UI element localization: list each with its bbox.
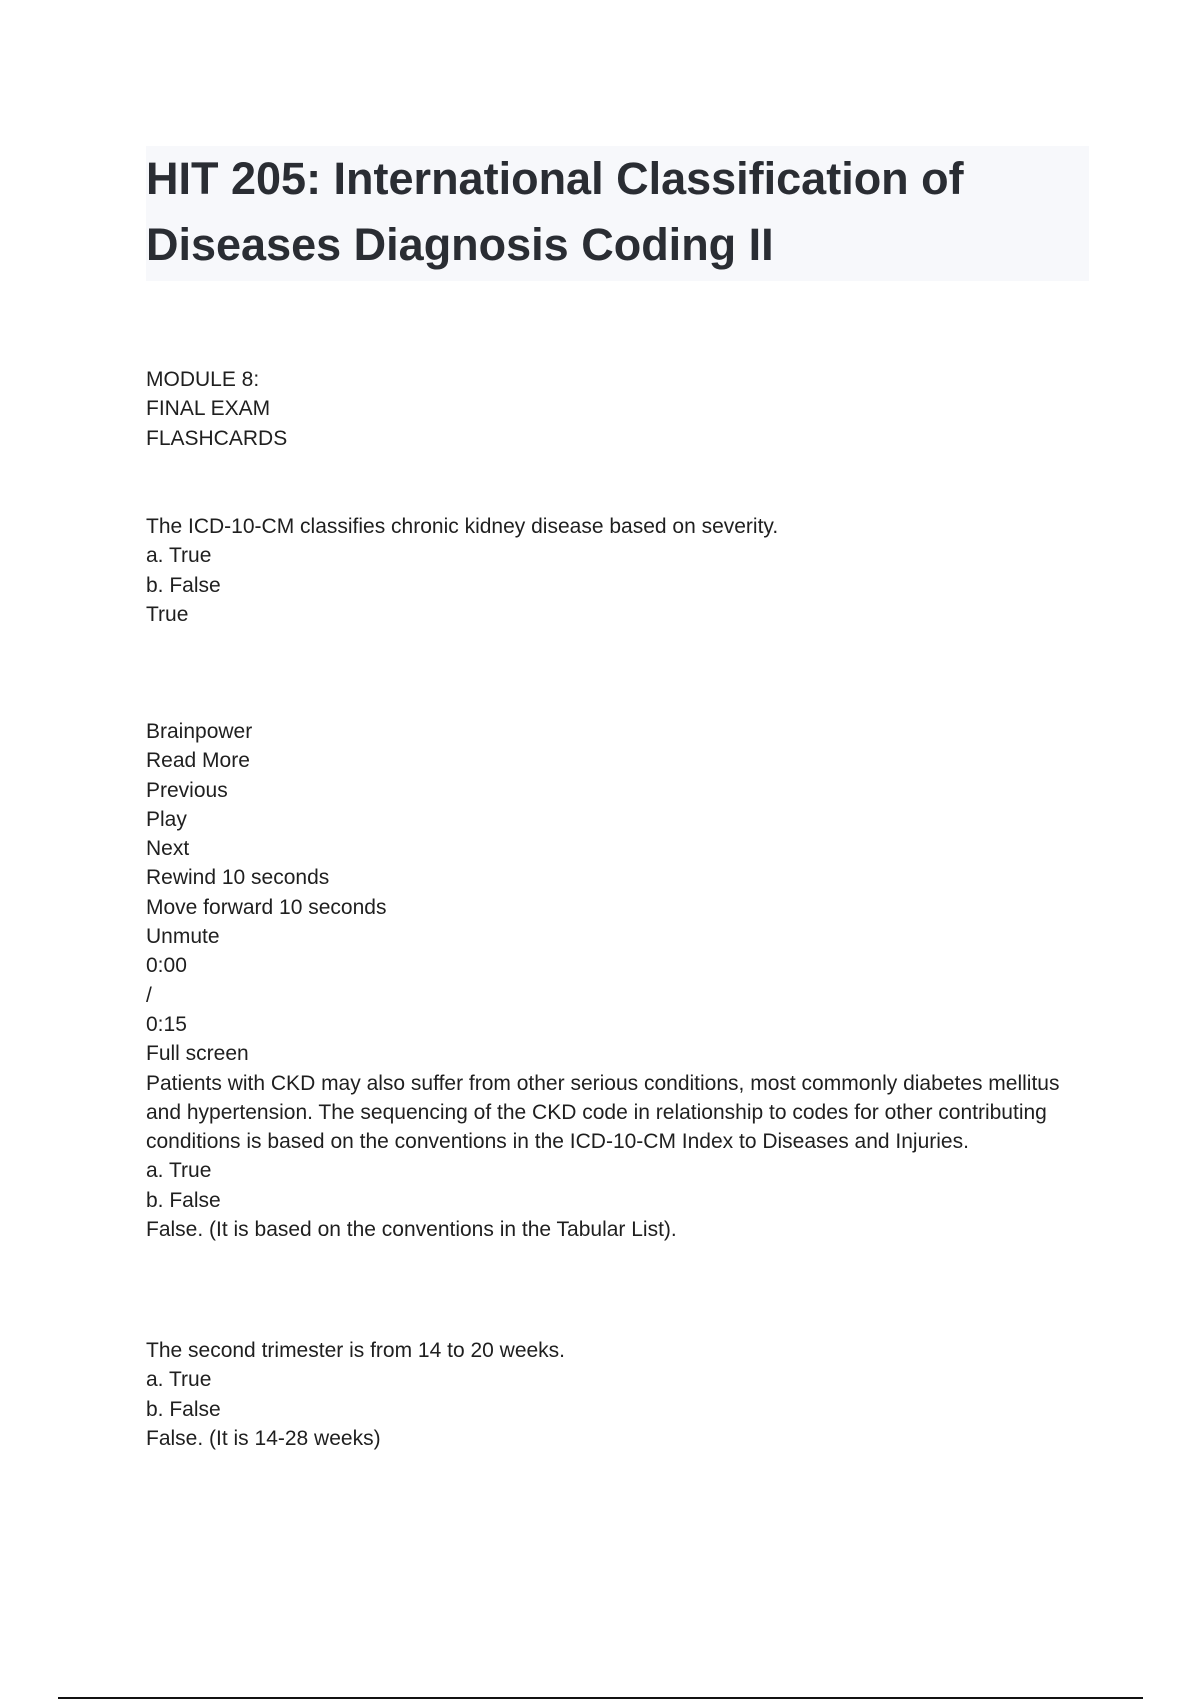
question-text: The second trimester is from 14 to 20 weeks. (146, 1339, 566, 1362)
unmute-button[interactable]: Unmute (146, 925, 220, 949)
option-b: b. False (146, 573, 221, 597)
next-button[interactable]: Next (146, 837, 190, 861)
module-line: MODULE 8: (146, 368, 260, 391)
option-a: a. True (146, 1159, 212, 1183)
current-time: 0:00 (146, 954, 187, 978)
question-3 (146, 1336, 565, 1453)
forward-button[interactable]: Move forward 10 seconds (146, 895, 387, 919)
play-button[interactable]: Play (146, 807, 187, 831)
option-b: b. False (146, 1188, 221, 1212)
document-title-line-1: HIT 205: International Classification of (146, 153, 964, 204)
brand-label: Brainpower (146, 720, 253, 743)
full-screen-button[interactable]: Full screen (146, 1042, 249, 1066)
answer-text: False. (It is based on the conventions in the Tabular List). (146, 1218, 677, 1242)
module-line: FINAL EXAM (146, 397, 271, 421)
rewind-button[interactable]: Rewind 10 seconds (146, 866, 330, 890)
module-line: FLASHCARDS (146, 426, 288, 450)
previous-button[interactable]: Previous (146, 778, 228, 802)
document-title-line-2: Diseases Diagnosis Coding II (146, 219, 774, 270)
module-heading (146, 365, 287, 453)
question-text: The ICD-10-CM classifies chronic kidney disease based on severity. (146, 515, 779, 538)
duration: 0:15 (146, 1012, 187, 1036)
read-more-link[interactable]: Read More (146, 749, 250, 773)
answer-text: True (146, 602, 189, 626)
title-block (146, 146, 1089, 281)
option-b: b. False (146, 1397, 221, 1421)
page-divider (58, 1697, 1143, 1699)
time-separator: / (146, 983, 152, 1007)
question-1 (146, 512, 778, 629)
video-player-text (146, 717, 1066, 1244)
question-text: Patients with CKD may also suffer from other serious conditions, most commonly diabetes mellitus and hypertension. The sequencing of the CKD code in relationship to codes for other contributing conditions is based on the conventions in the ICD-10-CM Index to Diseases and Injuries. (146, 1071, 1060, 1154)
option-a: a. True (146, 1368, 212, 1392)
option-a: a. True (146, 544, 212, 568)
answer-text: False. (It is 14-28 weeks) (146, 1426, 381, 1450)
